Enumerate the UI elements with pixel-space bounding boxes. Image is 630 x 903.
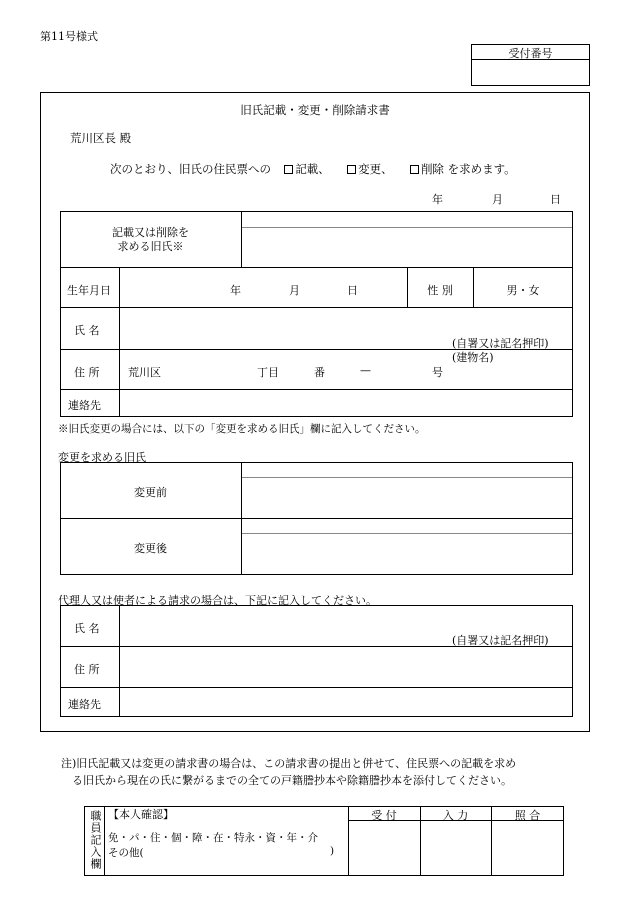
after-label: 変更後 — [134, 542, 167, 555]
receipt-number-label: 受付番号 — [508, 47, 553, 60]
name-sign-note: (自署又は記名押印) — [452, 337, 549, 350]
sex-label: 性 別 — [427, 284, 453, 297]
address-dash: — — [360, 364, 371, 377]
agent-heading: 代理人又は使者による請求の場合は、下記に記入してください。 — [58, 594, 377, 607]
before-label: 変更前 — [134, 486, 167, 499]
receipt-stamp-field[interactable] — [349, 821, 419, 875]
change-checkbox[interactable] — [347, 165, 356, 174]
address-ban: 番 — [314, 366, 325, 379]
address-city: 荒川区 — [128, 366, 161, 379]
verify-stamp-field[interactable] — [492, 821, 563, 875]
staff-column-label: 職員記入欄 — [89, 810, 102, 870]
receipt-number-field[interactable] — [472, 61, 588, 85]
request-sentence: 次のとおり、旧氏の住民票への 記載、 変更、 削除 を求めます。 — [110, 162, 516, 176]
dob-month: 月 — [289, 284, 300, 297]
input-stamp-field[interactable] — [421, 821, 490, 875]
record-checkbox[interactable] — [284, 165, 293, 174]
delete-checkbox[interactable] — [410, 165, 419, 174]
contact-label: 連絡先 — [68, 399, 101, 412]
after-reading[interactable] — [243, 519, 572, 532]
before-input[interactable] — [243, 479, 572, 517]
address-label: 住 所 — [74, 366, 100, 379]
address-chome: 丁目 — [257, 366, 279, 379]
footnote-line-2: る旧氏から現在の氏に繋がるまでの全ての戸籍謄抄本や除籍謄抄本を添付してください。 — [72, 774, 512, 787]
input-stamp-label: 入 力 — [442, 809, 469, 822]
date-year: 年 — [432, 193, 443, 206]
record-surname-label: 記載又は削除を 求める旧氏※ — [112, 226, 189, 253]
after-input[interactable] — [243, 535, 572, 574]
agent-address-input[interactable] — [120, 647, 572, 686]
address-input[interactable] — [120, 350, 572, 388]
date-day: 日 — [550, 193, 561, 206]
sex-select[interactable]: 男・女 — [506, 284, 540, 297]
dob-day: 日 — [347, 284, 358, 297]
dob-year: 年 — [230, 284, 241, 297]
form-number: 第11号様式 — [40, 30, 98, 43]
agent-name-label: 氏 名 — [74, 622, 100, 635]
verify-stamp-label: 照 合 — [514, 809, 541, 822]
footnote-line-1: 注)旧氏記載又は変更の請求書の場合は、この請求書の提出と併せて、住民票への記載を求め — [61, 757, 517, 770]
agent-contact-input[interactable] — [120, 688, 572, 716]
id-docs-line-2: その他( — [108, 847, 144, 859]
receipt-stamp-label: 受 付 — [371, 809, 397, 822]
agent-sign-note: (自署又は記名押印) — [452, 634, 549, 647]
id-docs-close: ) — [330, 845, 335, 857]
date-month: 月 — [492, 193, 503, 206]
before-reading[interactable] — [243, 463, 572, 476]
address-go: 号 — [432, 366, 443, 379]
building-note: (建物名) — [452, 351, 494, 364]
dob-label: 生年月日 — [67, 284, 111, 297]
name-label: 氏 名 — [74, 324, 100, 337]
id-docs-line-1: 免・パ・住・個・障・在・特永・資・年・介 — [108, 832, 318, 844]
addressee: 荒川区長 殿 — [70, 131, 132, 145]
record-surname-reading[interactable] — [243, 212, 572, 226]
dob-input[interactable] — [120, 268, 407, 306]
agent-address-label: 住 所 — [74, 663, 100, 676]
change-heading: 変更を求める旧氏 — [58, 451, 146, 464]
record-surname-input[interactable] — [243, 229, 572, 266]
contact-input[interactable] — [120, 390, 572, 416]
agent-contact-label: 連絡先 — [68, 698, 101, 711]
id-check-label: 【本人確認】 — [108, 808, 174, 821]
form-title: 旧氏記載・変更・削除請求書 — [240, 103, 390, 117]
change-note: ※旧氏変更の場合には、以下の「変更を求める旧氏」欄に記入してください。 — [58, 423, 426, 435]
